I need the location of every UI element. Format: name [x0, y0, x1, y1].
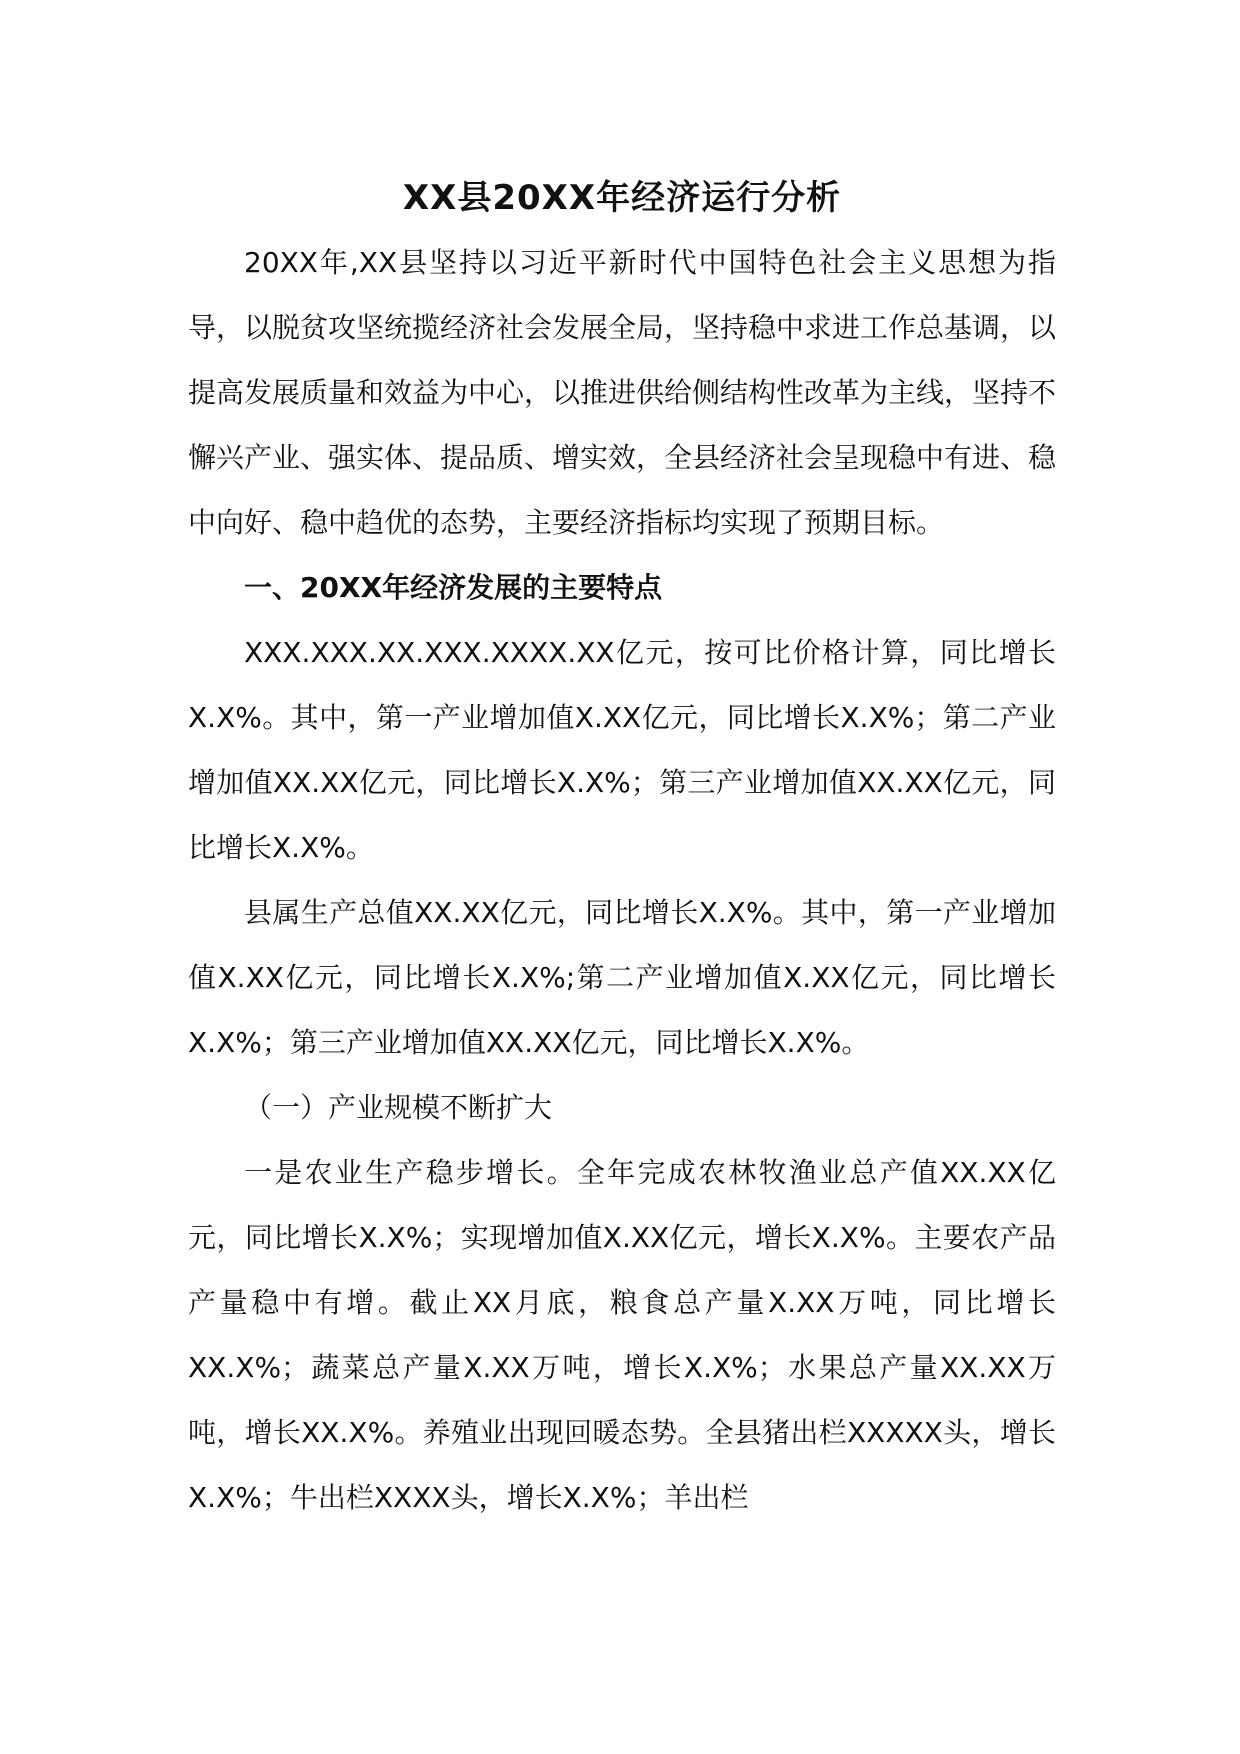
section-heading: 一、20XX年经济发展的主要特点: [244, 571, 663, 604]
intro-paragraph: 20XX年,XX县坚持以习近平新时代中国特色社会主义思想为指导，以脱贫攻坚统揽经济社会发展全局，坚持稳中求进工作总基调，以提高发展质量和效益为中心，以推进供给侧结构性改革为主线，坚持不懈兴产业、强实体、提品质、增实效，全县经济社会呈现稳中有进、稳中向好、稳中趋优的态势，主要经济指标均实现了预期目标。: [188, 246, 1057, 539]
document-title: XX县20XX年经济运行分析: [402, 178, 842, 218]
gdp-paragraph: XXX.XXX.XX.XXX.XXXX.XX亿元，按可比价格计算，同比增长X.X%。其中，第一产业增加值X.XX亿元，同比增长X.X%；第二产业增加值XX.XX亿元，同比增长X.X%；第三产业增加值XX.XX亿元，同比增长X.X%。: [188, 636, 1056, 864]
document-page: [188, 170, 1056, 1530]
agriculture-paragraph: 一是农业生产稳步增长。全年完成农林牧渔业总产值XX.XX亿元，同比增长X.X%；实现增加值X.XX亿元，增长X.X%。主要农产品产量稳中有增。截止XX月底，粮食总产量X.XX万吨，同比增长XX.X%；蔬菜总产量X.XX万吨，增长X.X%；水果总产量XX.XX万吨，增长XX.X%。养殖业出现回暖态势。全县猪出栏XXXXX头，增长X.X%；牛出栏XXXX头，增长X.X%；羊出栏: [188, 1156, 1056, 1514]
county-gdp-paragraph: 县属生产总值XX.XX亿元，同比增长X.X%。其中，第一产业增加值X.XX亿元，同比增长X.X%;第二产业增加值X.XX亿元，同比增长X.X%；第三产业增加值XX.XX亿元，同比增长X.X%。: [188, 896, 1056, 1059]
subsection-heading: （一）产业规模不断扩大: [244, 1091, 553, 1124]
